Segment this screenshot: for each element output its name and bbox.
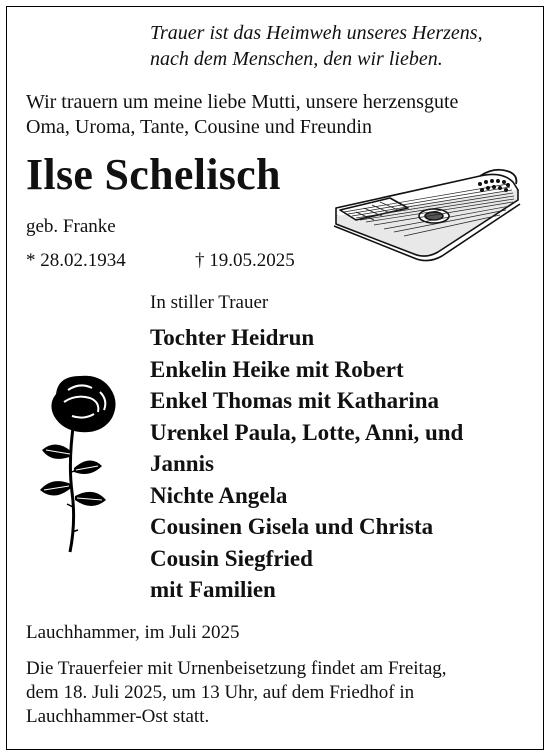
mourners-intro: In stiller Trauer	[150, 292, 269, 313]
mourner-entry: mit Familien	[150, 577, 276, 602]
mourners-list	[150, 322, 535, 606]
intro-line: Wir trauern um meine liebe Mutti, unsere herzensgute	[26, 91, 459, 113]
intro-line: Oma, Uroma, Tante, Cousine und Freundin	[26, 116, 372, 138]
place-date: Lauchhammer, im Juli 2025	[26, 622, 240, 643]
funeral-line: dem 18. Juli 2025, um 13 Uhr, auf dem Friedhof in	[26, 682, 415, 703]
mourner-entry: Enkelin Heike mit Robert	[150, 356, 404, 382]
mourner-entry: Nichte Angela	[150, 482, 288, 508]
mourner-entry: Tochter Heidrun	[150, 325, 315, 350]
mourner-entry: Enkel Thomas mit Katharina	[150, 388, 440, 413]
funeral-line: Lauchhammer-Ost statt.	[26, 706, 210, 727]
rose-icon	[28, 372, 128, 557]
death-date: † 19.05.2025	[195, 250, 295, 271]
intro-text	[26, 90, 536, 140]
quote-line: Trauer ist das Heimweh unseres Herzens,	[150, 22, 483, 44]
deceased-name: Ilse Schelisch	[26, 150, 281, 199]
funeral-info	[26, 657, 531, 729]
mourner-entry: Cousinen Gisela und Christa	[150, 514, 434, 539]
mourner-entry: Jannis	[150, 451, 214, 476]
funeral-line: Die Trauerfeier mit Urnenbeisetzung findet am Freitag,	[26, 658, 447, 679]
quote	[150, 20, 520, 72]
quote-line: nach dem Menschen, den wir lieben.	[150, 48, 443, 70]
zither-icon	[330, 160, 525, 275]
mourner-entry: Urenkel Paula, Lotte, Anni, und	[150, 419, 464, 445]
mourner-entry: Cousin Siegfried	[150, 545, 313, 571]
birth-name: geb. Franke	[26, 216, 116, 237]
birth-date: * 28.02.1934	[26, 250, 126, 271]
